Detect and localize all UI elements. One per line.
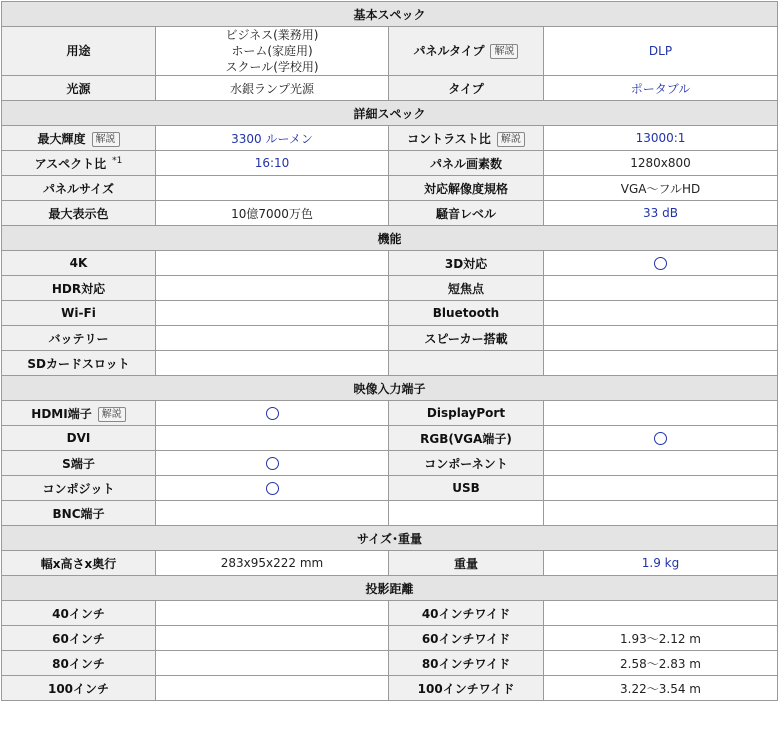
type-value[interactable]: ポータブル — [544, 76, 778, 101]
feature-short-focus-value — [544, 276, 778, 301]
displayport-value — [544, 401, 778, 426]
brightness-explain-button[interactable]: 解説 — [92, 132, 120, 147]
projection-80-value — [156, 651, 389, 676]
brightness-value[interactable]: 3300 ルーメン — [156, 126, 389, 151]
projection-60w-label: 60インチワイド — [389, 626, 544, 651]
composite-label: コンポジット — [2, 476, 156, 501]
contrast-value[interactable]: 13000:1 — [544, 126, 778, 151]
hdmi-label: HDMI端子 解説 — [2, 401, 156, 426]
panel-type-label: パネルタイプ 解説 — [389, 27, 544, 76]
projection-60-label: 60インチ — [2, 626, 156, 651]
projection-100-label: 100インチ — [2, 676, 156, 701]
hdmi-value — [156, 401, 389, 426]
projection-100-value — [156, 676, 389, 701]
section-header-size-weight: サイズ･重量 — [2, 526, 778, 551]
feature-empty-label — [389, 351, 544, 376]
bnc-label: BNC端子 — [2, 501, 156, 526]
feature-sd-label: SDカードスロット — [2, 351, 156, 376]
circle-icon — [266, 482, 279, 495]
aspect-label: アスペクト比 $^{*1}$ — [2, 151, 156, 176]
feature-wifi-label: Wi-Fi — [2, 301, 156, 326]
pixels-value: 1280x800 — [544, 151, 778, 176]
feature-battery-value — [156, 326, 389, 351]
projection-40w-value — [544, 601, 778, 626]
usage-value-business: ビジネス(業務用) — [225, 28, 319, 42]
bnc-value — [156, 501, 389, 526]
usage-value-home: ホーム(家庭用) — [231, 44, 313, 58]
feature-4k-value — [156, 251, 389, 276]
circle-icon — [654, 432, 667, 445]
colors-value: 10億7000万色 — [156, 201, 389, 226]
pixels-label: パネル画素数 — [389, 151, 544, 176]
dvi-value — [156, 426, 389, 451]
panel-size-value — [156, 176, 389, 201]
rgb-value — [544, 426, 778, 451]
spec-table — [1, 1, 778, 701]
circle-icon — [654, 257, 667, 270]
projection-60-value — [156, 626, 389, 651]
colors-label: 最大表示色 — [2, 201, 156, 226]
section-header-features: 機能 — [2, 226, 778, 251]
dims-value: 283x95x222 mm — [156, 551, 389, 576]
projection-60w-value: 1.93～2.12 m — [544, 626, 778, 651]
section-header-video-input: 映像入力端子 — [2, 376, 778, 401]
feature-speaker-value — [544, 326, 778, 351]
section-header-basic: 基本スペック — [2, 2, 778, 27]
dvi-label: DVI — [2, 426, 156, 451]
circle-icon — [266, 457, 279, 470]
usage-label: 用途 — [2, 27, 156, 76]
projection-100w-label: 100インチワイド — [389, 676, 544, 701]
circle-icon — [266, 407, 279, 420]
projection-40-label: 40インチ — [2, 601, 156, 626]
feature-hdr-value — [156, 276, 389, 301]
brightness-label: 最大輝度 解説 — [2, 126, 156, 151]
projection-100w-value: 3.22～3.54 m — [544, 676, 778, 701]
projection-80w-label: 80インチワイド — [389, 651, 544, 676]
contrast-label: コントラスト比 解説 — [389, 126, 544, 151]
feature-sd-value — [156, 351, 389, 376]
feature-hdr-label: HDR対応 — [2, 276, 156, 301]
resolution-label: 対応解像度規格 — [389, 176, 544, 201]
section-header-projection: 投影距離 — [2, 576, 778, 601]
component-label: コンポーネント — [389, 451, 544, 476]
projection-80w-value: 2.58～2.83 m — [544, 651, 778, 676]
feature-3d-label: 3D対応 — [389, 251, 544, 276]
panel-type-value[interactable]: DLP — [544, 27, 778, 76]
feature-3d-value — [544, 251, 778, 276]
section-header-detail: 詳細スペック — [2, 101, 778, 126]
usb-label: USB — [389, 476, 544, 501]
feature-speaker-label: スピーカー搭載 — [389, 326, 544, 351]
feature-short-focus-label: 短焦点 — [389, 276, 544, 301]
aspect-note-mark: *1 — [112, 155, 123, 166]
contrast-explain-button[interactable]: 解説 — [497, 132, 525, 147]
projection-40w-label: 40インチワイド — [389, 601, 544, 626]
rgb-label: RGB(VGA端子) — [389, 426, 544, 451]
resolution-value: VGA～フルHD — [544, 176, 778, 201]
projection-80-label: 80インチ — [2, 651, 156, 676]
feature-wifi-value — [156, 301, 389, 326]
dims-label: 幅x高さx奥行 — [2, 551, 156, 576]
video-empty-value — [544, 501, 778, 526]
projection-40-value — [156, 601, 389, 626]
panel-type-explain-button[interactable]: 解説 — [490, 44, 518, 59]
light-source-label: 光源 — [2, 76, 156, 101]
feature-4k-label: 4K — [2, 251, 156, 276]
feature-bluetooth-value — [544, 301, 778, 326]
feature-battery-label: バッテリー — [2, 326, 156, 351]
noise-value[interactable]: 33 dB — [544, 201, 778, 226]
usage-value-school: スクール(学校用) — [225, 60, 319, 74]
displayport-label: DisplayPort — [389, 401, 544, 426]
s-terminal-label: S端子 — [2, 451, 156, 476]
light-source-value: 水銀ランプ光源 — [156, 76, 389, 101]
feature-bluetooth-label: Bluetooth — [389, 301, 544, 326]
component-value — [544, 451, 778, 476]
noise-label: 騒音レベル — [389, 201, 544, 226]
type-label: タイプ — [389, 76, 544, 101]
hdmi-explain-button[interactable]: 解説 — [98, 407, 126, 422]
panel-size-label: パネルサイズ — [2, 176, 156, 201]
composite-value — [156, 476, 389, 501]
video-empty-label — [389, 501, 544, 526]
weight-label: 重量 — [389, 551, 544, 576]
feature-empty-value — [544, 351, 778, 376]
weight-value[interactable]: 1.9 kg — [544, 551, 778, 576]
aspect-value[interactable]: 16:10 — [156, 151, 389, 176]
usb-value — [544, 476, 778, 501]
s-terminal-value — [156, 451, 389, 476]
usage-value — [156, 27, 389, 76]
